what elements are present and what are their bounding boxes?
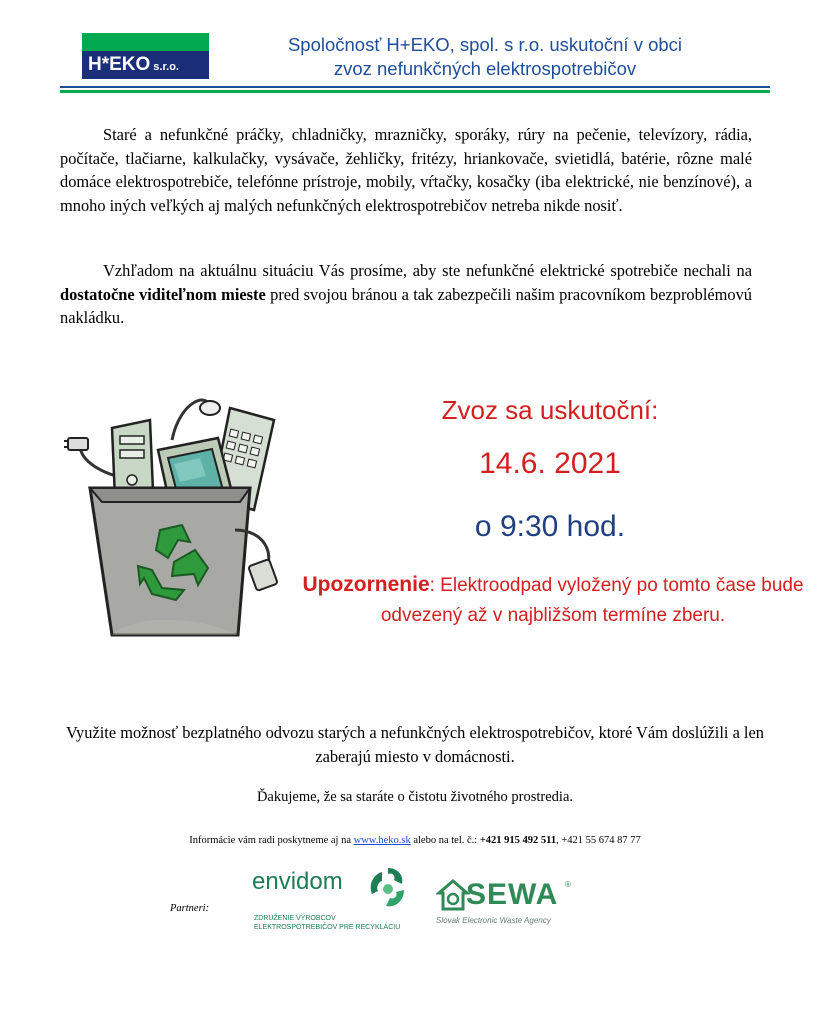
info-start: Informácie vám radi poskytneme aj na — [189, 835, 354, 846]
collection-date: 14.6. 2021 — [479, 447, 621, 480]
envidom-subtitle-line-2: ELEKTROSPOTREBIČOV PRE RECYKLÁCIU — [254, 924, 401, 931]
paragraph-appliances: Staré a nefunkčné práčky, chladničky, mrazničky, sporáky, rúry na pečenie, televízory, rádia, počítače, tlačiarne, kalkulačky, vysávače, žehličky, fritézy, hriankovače, svietidlá, batérie, rôzne malé domáce elektrospotrebiče, telefónne prístroje, mobily, vŕtačky, kosačky (iba elektrické, nie benzínové), a mnoho iných veľkých aj malých nefunkčných elektrospotrebičov netreba nikde nosiť. — [60, 125, 752, 215]
phone-primary: +421 915 492 511 — [479, 835, 557, 846]
paragraph-request-bold: dostatočne viditeľnom mieste — [60, 284, 266, 304]
computer-waste-bin-illustration — [60, 380, 300, 650]
info-middle: alebo na tel. č.: — [410, 835, 480, 846]
page-title — [225, 33, 745, 81]
warning-notice — [292, 570, 814, 631]
logo-blue-band — [82, 51, 209, 79]
title-line-1: Spoločnosť H+EKO, spol. s r.o. uskutoční v obci — [287, 34, 683, 55]
envidom-subtitle-line-1: ZDRUŽENIE VÝROBCOV — [254, 915, 336, 922]
envidom-logo — [252, 862, 412, 942]
envidom-name: envidom — [252, 868, 343, 895]
thanks-text: Ďakujeme, že sa staráte o čistotu životného prostredia. — [256, 789, 574, 805]
contact-info — [40, 835, 790, 846]
logo-text: H*EKO — [88, 54, 151, 75]
warning-label: Upozornenie — [302, 573, 430, 596]
collection-time: o 9:30 hod. — [474, 510, 626, 543]
sewa-subtitle: Slovak Electronic Waste Agency — [436, 916, 551, 925]
paragraph-request — [60, 259, 752, 330]
partners-label: Partneri: — [170, 903, 210, 914]
offer-text: Využite možnosť bezplatného odvozu starých a nefunkčných elektrospotrebičov, ktoré Vám doslúžili a len zaberajú miesto v domácnosti. — [66, 723, 764, 766]
phone-secondary: , +421 55 674 87 77 — [556, 835, 641, 846]
sewa-registered-mark: ® — [565, 880, 571, 889]
sewa-logo — [436, 878, 576, 934]
header-rule-green — [60, 90, 770, 93]
logo-green-band — [82, 33, 209, 51]
paragraph-request-end: pred svojou bránou a tak zabezpečili našim pracovníkom bezproblémovú nakládku. — [60, 284, 752, 327]
envidom-leaf-icon — [364, 864, 412, 910]
header-rule-blue — [60, 86, 770, 88]
warning-text: : Elektroodpad vyložený po tomto čase bude odvezený až v najbližšom termíne zberu. — [380, 575, 804, 626]
title-line-2: zvoz nefunkčných elektrospotrebičov — [333, 58, 637, 79]
heko-website-link[interactable]: www.heko.sk — [353, 835, 411, 846]
logo-suffix: s.r.o. — [153, 61, 179, 73]
paragraph-request-start: Vzhľadom na aktuálnu situáciu Vás prosíme, aby ste nefunkčné elektrické spotrebiče nechali na — [103, 261, 752, 280]
heko-logo — [82, 33, 209, 79]
envidom-subtitle — [254, 914, 400, 932]
sewa-name: SEWA — [466, 878, 559, 911]
collection-label: Zvoz sa uskutoční: — [441, 395, 659, 425]
sewa-house-icon — [436, 878, 470, 912]
